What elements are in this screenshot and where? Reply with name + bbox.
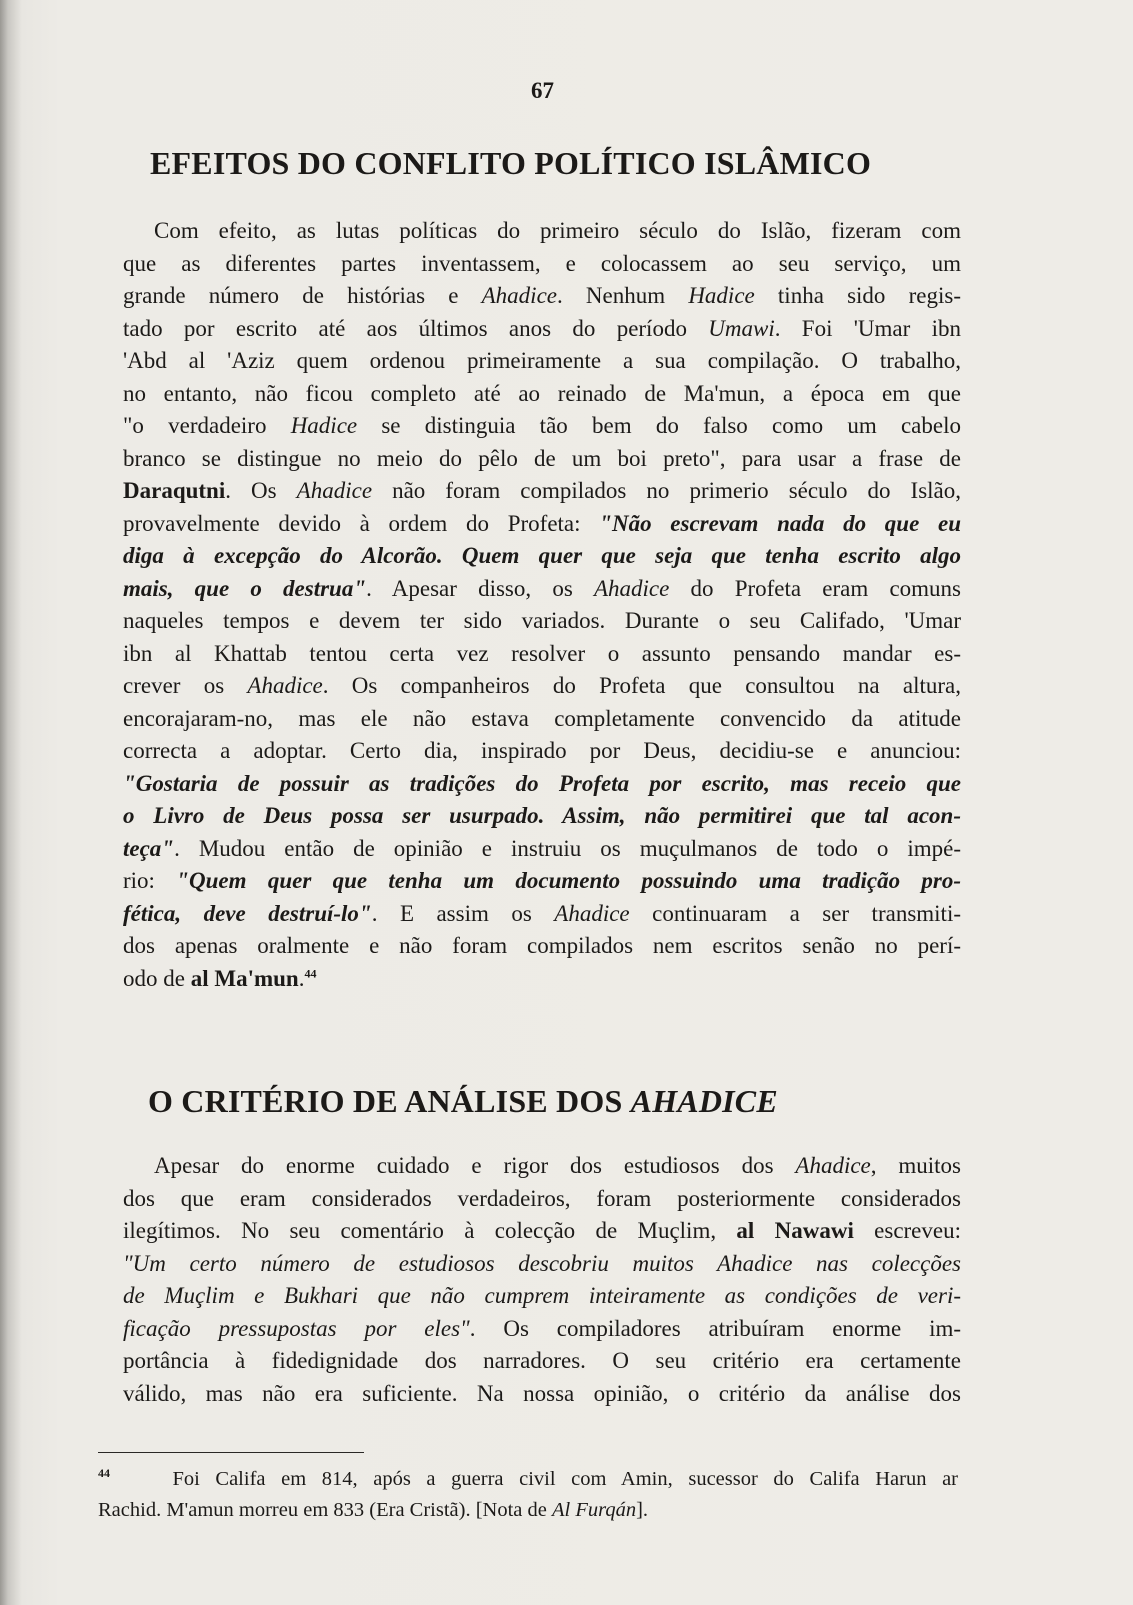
section-heading-conflict: EFEITOS DO CONFLITO POLÍTICO ISLÂMICO (150, 145, 872, 181)
text-line: Apesar do enorme cuidado e rigor dos estudiosos dos Ahadice, muitos (154, 1153, 961, 1178)
text-line: fética, deve destruí-lo". E assim os Ahadice continuaram a ser transmiti- (123, 900, 961, 926)
text-line: Daraqutni. Os Ahadice não foram compilados no primerio século do Islão, (123, 478, 962, 503)
text-line: ficação pressupostas por eles". Os compiladores atribuíram enorme im- (123, 1315, 962, 1341)
text-line: ilegítimos. No seu comentário à colecção de Muçlim, al Nawawi escreveu: (123, 1218, 961, 1243)
text-line: de Muçlim e Bukhari que não cumprem inteiramente as condições de veri- (123, 1283, 961, 1308)
text-line: Com efeito, as lutas políticas do primeiro século do Islão, fizeram com (154, 218, 961, 243)
footnote-reference: 44 (304, 965, 317, 980)
text-line: válido, mas não era suficiente. Na nossa opinião, o critério da análise dos (123, 1380, 961, 1406)
text-line: dos que eram considerados verdadeiros, foram posteriormente considerados (123, 1185, 961, 1211)
text-line: diga à excepção do Alcorão. Quem quer que seja que tenha escrito algo (123, 543, 961, 568)
footnote-line: $^{44}$ Foi Califa em 814, após a guerra civil com Amin, sucessor do Califa Harun ar (98, 1466, 958, 1490)
footnote (98, 1464, 958, 1526)
text-line: tado por escrito até aos últimos anos do período Umawi. Foi 'Umar ibn (123, 315, 961, 341)
text-line: rio: "Quem quer que tenha um documento possuindo uma tradição pro- (123, 868, 961, 893)
text-line: odo de al Ma'mun.$^{44}$ (123, 965, 317, 991)
footnote-divider (98, 1452, 364, 1453)
text-line: 'Abd al 'Aziz quem ordenou primeiramente a sua compilação. O trabalho, (123, 348, 961, 373)
text-line: mais, que o destrua". Apesar disso, os Ahadice do Profeta eram comuns (123, 575, 961, 601)
text-line: crever os Ahadice. Os companheiros do Profeta que consultou na altura, (123, 673, 961, 698)
section-heading-criterion: O CRITÉRIO DE ANÁLISE DOS AHADICE (148, 1083, 778, 1119)
text-line: grande número de histórias e Ahadice. Nenhum Hadice tinha sido regis- (123, 283, 961, 308)
footnote-marker: 44 (98, 1466, 110, 1481)
footnote-line: Rachid. M'amun morreu em 833 (Era Cristã). [Nota de Al Furqán]. (98, 1499, 649, 1521)
text-line: "Um certo número de estudiosos descobriu muitos Ahadice nas colecções (123, 1250, 961, 1276)
text-line: o Livro de Deus possa ser usurpado. Assim, não permitirei que tal acon- (123, 803, 961, 828)
text-line: "Gostaria de possuir as tradições do Profeta por escrito, mas receio que (123, 770, 961, 796)
text-line: correcta a adoptar. Certo dia, inspirado por Deus, decidiu-se e anunciou: (123, 738, 961, 763)
text-line: no entanto, não ficou completo até ao reinado de Ma'mun, a época em que (123, 380, 961, 406)
text-line: dos apenas oralmente e não foram compilados nem escritos senão no perí- (123, 933, 961, 958)
paragraph-conflict (123, 215, 961, 995)
text-line: encorajaram-no, mas ele não estava completamente convencido da atitude (123, 705, 961, 731)
text-line: naqueles tempos e devem ter sido variados. Durante o seu Califado, 'Umar (123, 608, 961, 633)
text-line: teça". Mudou então de opinião e instruiu os muçulmanos de todo o impé- (123, 835, 961, 861)
page-number: 67 (531, 78, 554, 103)
text-line: branco se distingue no meio do pêlo de um boi preto", para usar a frase de (123, 445, 961, 471)
text-line: "o verdadeiro Hadice se distinguia tão bem do falso como um cabelo (123, 413, 961, 438)
text-line: portância à fidedignidade dos narradores. O seu critério era certamente (123, 1348, 961, 1373)
paragraph-criterion (123, 1150, 961, 1410)
text-line: que as diferentes partes inventassem, e colocassem ao seu serviço, um (123, 250, 961, 276)
text-line: ibn al Khattab tentou certa vez resolver o assunto pensando mandar es- (123, 640, 961, 666)
text-line: provavelmente devido à ordem do Profeta: "Não escrevam nada do que eu (123, 510, 961, 536)
